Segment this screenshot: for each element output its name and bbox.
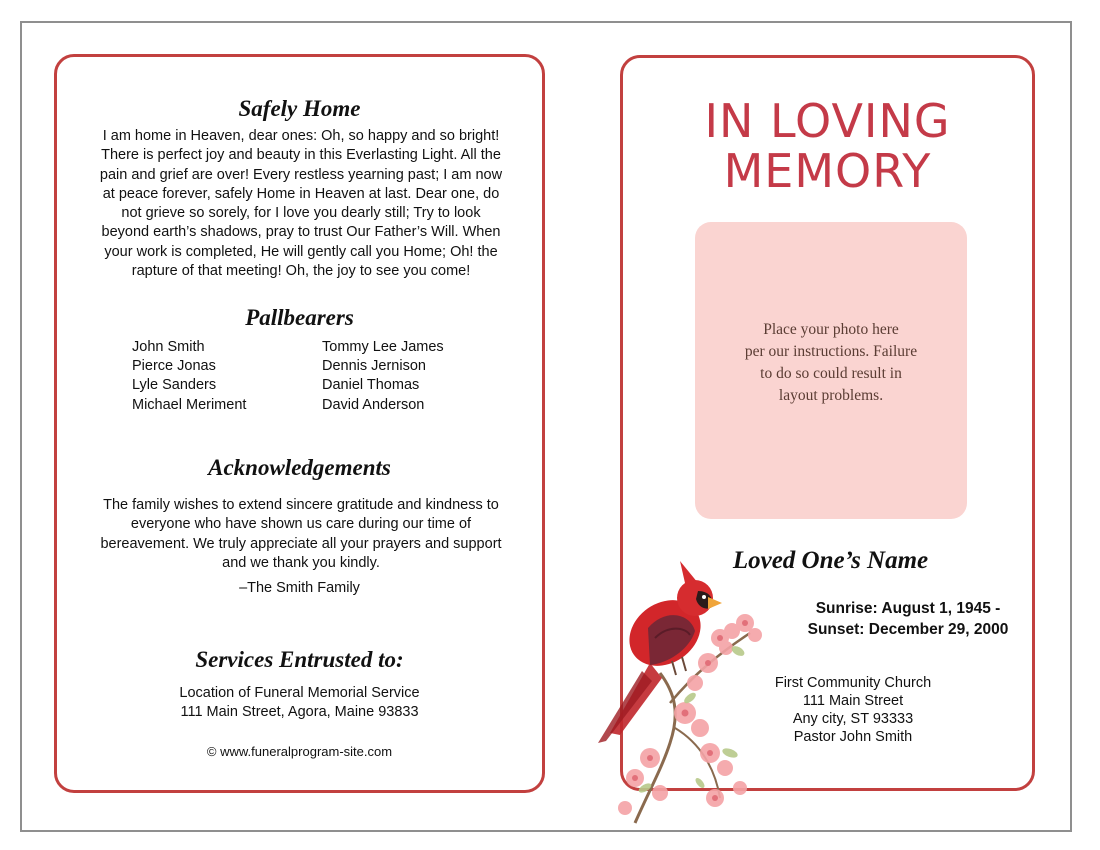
poem-text [81,127,521,281]
poem-line: beyond earth’s shadows, pray to trust Our Father’s Will. When [101,224,501,241]
pallbearer-name: Daniel Thomas [322,377,420,394]
acknowledgement-line: everyone who have shown us care during our time of [130,516,472,533]
service-address: 111 Main Street, Agora, Maine 93833 [180,704,419,720]
acknowledgement-line: bereavement. We truly appreciate all your prayers and support [100,535,502,552]
poem-line: at peace forever, safely Home in Heaven at last. Dear one, do [102,185,500,202]
pallbearer-name: John Smith [132,339,205,355]
poem-line: rapture of that meeting! Oh, the joy to see you come! [131,263,471,280]
poem-line: There is perfect joy and beauty in this Everlasting Light. All the [101,147,501,164]
photo-instruction-line: Place your photo here [763,321,899,338]
acknowledgements-text [81,496,521,573]
poem-line: pain and grief are over! Every restless yearning past; I am now [99,166,503,183]
photo-instruction-line: layout problems. [778,387,884,404]
photo-instruction-line: to do so could result in [760,365,902,382]
pallbearer-name: Michael Meriment [132,396,247,413]
pallbearer-name: David Anderson [322,396,425,413]
title-line-2: MEMORY [723,144,932,198]
pallbearer-name: Dennis Jernison [322,358,426,375]
acknowledgement-line: and we thank you kindly. [222,554,380,571]
acknowledgements-title: Acknowledgements [208,455,391,480]
church-pastor: Pastor John Smith [793,729,913,745]
church-street: 111 Main Street [802,693,904,709]
church-city: Any city, ST 93333 [792,711,914,727]
photo-instruction-line: per our instructions. Failure [744,343,918,360]
sunset-date: Sunset: December 29, 2000 [807,621,1009,638]
pallbearers-title: Pallbearers [245,305,354,330]
church-name: First Community Church [774,675,932,691]
photo-instructions [695,319,967,407]
sunrise-date: Sunrise: August 1, 1945 - [815,600,1001,617]
pallbearer-name: Tommy Lee James [322,339,444,355]
copyright-text: © www.funeralprogram-site.com [206,744,393,759]
cardinal-bird-icon [590,553,780,833]
photo-placeholder[interactable] [695,222,967,519]
title-line-1: IN LOVING [704,94,951,148]
pallbearers-column-2 [322,338,444,415]
poem-line: I am home in Heaven, dear ones: Oh, so happy and so bright! [102,128,500,144]
poem-line: your work is completed, He will gently call you Home; Oh! the [104,243,498,260]
pallbearer-name: Lyle Sanders [132,377,217,394]
family-signature: –The Smith Family [239,580,360,596]
poem-title: Safely Home [238,96,361,121]
inside-panel [54,54,545,793]
acknowledgement-line: The family wishes to extend sincere gratitude and kindness to [103,497,499,513]
poem-line: not grieve so sorely, for I love you dearly still; Try to look [121,205,481,222]
loved-one-name: Loved One’s Name [732,547,929,574]
service-location: Location of Funeral Memorial Service [179,685,420,701]
services-title: Services Entrusted to: [195,647,404,672]
pallbearer-name: Pierce Jonas [132,358,216,375]
pallbearers-column-1 [132,338,246,415]
